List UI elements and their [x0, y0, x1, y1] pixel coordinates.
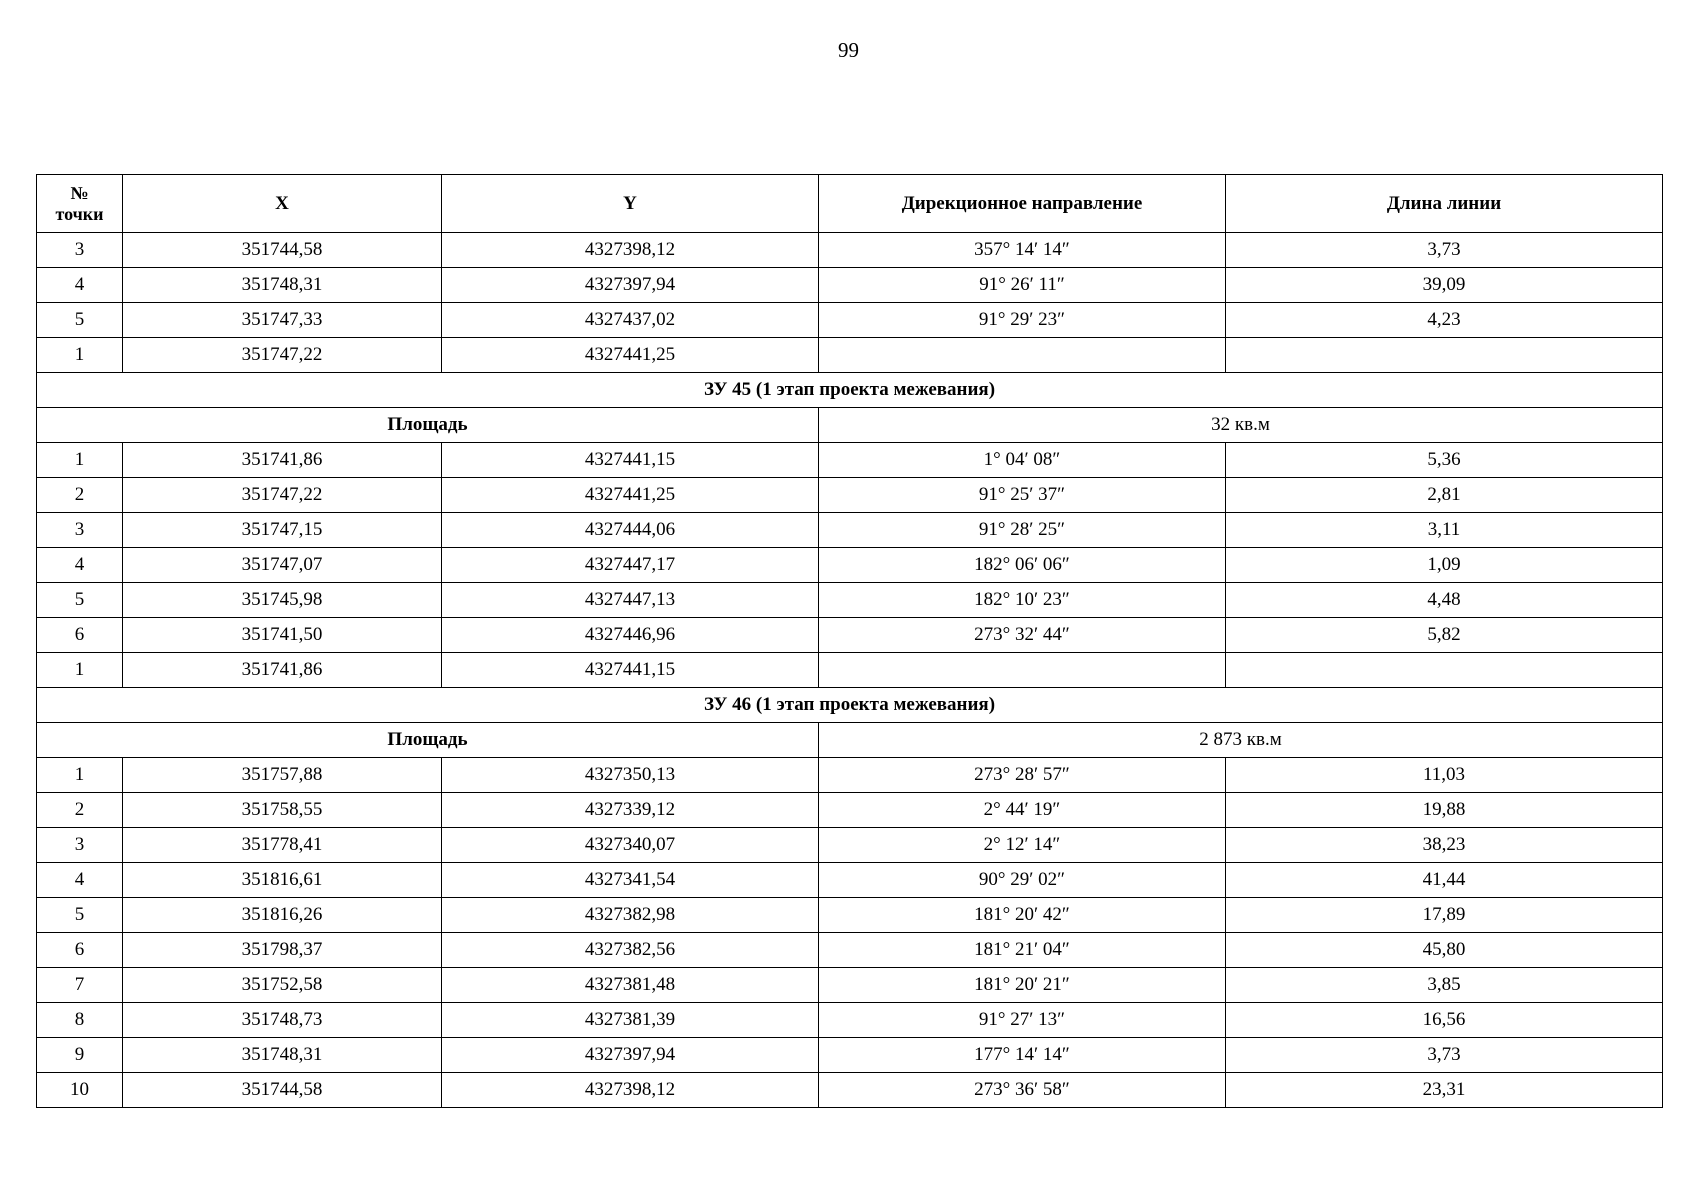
area-row	[37, 408, 1663, 443]
line-length: 16,56	[1226, 1003, 1663, 1038]
direction-angle: 2° 44′ 19″	[819, 793, 1226, 828]
direction-angle: 182° 10′ 23″	[819, 583, 1226, 618]
table-row	[37, 653, 1663, 688]
table-row	[37, 303, 1663, 338]
x-coordinate: 351757,88	[123, 758, 442, 793]
x-coordinate: 351752,58	[123, 968, 442, 1003]
table-row	[37, 793, 1663, 828]
table-row	[37, 268, 1663, 303]
y-coordinate: 4327381,39	[442, 1003, 819, 1038]
table-row	[37, 968, 1663, 1003]
point-number: 3	[37, 513, 123, 548]
line-length	[1226, 338, 1663, 373]
direction-angle: 91° 29′ 23″	[819, 303, 1226, 338]
table-body	[37, 233, 1663, 1108]
direction-angle: 273° 36′ 58″	[819, 1073, 1226, 1108]
direction-angle	[819, 653, 1226, 688]
point-number: 4	[37, 863, 123, 898]
coordinates-table	[36, 174, 1663, 1108]
point-number: 1	[37, 653, 123, 688]
point-number: 5	[37, 303, 123, 338]
line-length: 5,36	[1226, 443, 1663, 478]
x-coordinate: 351816,26	[123, 898, 442, 933]
line-length: 1,09	[1226, 548, 1663, 583]
line-length: 11,03	[1226, 758, 1663, 793]
x-coordinate: 351747,22	[123, 478, 442, 513]
point-number: 9	[37, 1038, 123, 1073]
direction-angle: 91° 28′ 25″	[819, 513, 1226, 548]
point-number: 1	[37, 758, 123, 793]
point-number: 3	[37, 233, 123, 268]
line-length	[1226, 653, 1663, 688]
y-coordinate: 4327397,94	[442, 1038, 819, 1073]
line-length: 4,23	[1226, 303, 1663, 338]
area-row	[37, 723, 1663, 758]
point-number: 4	[37, 548, 123, 583]
table-row	[37, 478, 1663, 513]
line-length: 23,31	[1226, 1073, 1663, 1108]
point-number: 5	[37, 898, 123, 933]
line-length: 3,73	[1226, 1038, 1663, 1073]
line-length: 41,44	[1226, 863, 1663, 898]
y-coordinate: 4327398,12	[442, 1073, 819, 1108]
y-coordinate: 4327340,07	[442, 828, 819, 863]
area-label: Площадь	[37, 723, 819, 758]
direction-angle: 273° 28′ 57″	[819, 758, 1226, 793]
table-row	[37, 583, 1663, 618]
y-coordinate: 4327446,96	[442, 618, 819, 653]
direction-angle: 273° 32′ 44″	[819, 618, 1226, 653]
x-coordinate: 351748,31	[123, 268, 442, 303]
point-number: 6	[37, 618, 123, 653]
y-coordinate: 4327382,56	[442, 933, 819, 968]
table-row	[37, 443, 1663, 478]
header-x: X	[123, 175, 442, 233]
line-length: 19,88	[1226, 793, 1663, 828]
y-coordinate: 4327398,12	[442, 233, 819, 268]
line-length: 3,85	[1226, 968, 1663, 1003]
x-coordinate: 351748,31	[123, 1038, 442, 1073]
direction-angle: 181° 20′ 42″	[819, 898, 1226, 933]
area-value: 2 873 кв.м	[819, 723, 1663, 758]
x-coordinate: 351741,86	[123, 443, 442, 478]
y-coordinate: 4327397,94	[442, 268, 819, 303]
direction-angle: 182° 06′ 06″	[819, 548, 1226, 583]
x-coordinate: 351744,58	[123, 233, 442, 268]
y-coordinate: 4327341,54	[442, 863, 819, 898]
point-number: 5	[37, 583, 123, 618]
direction-angle: 1° 04′ 08″	[819, 443, 1226, 478]
header-num-word: точки	[55, 203, 104, 224]
point-number: 1	[37, 338, 123, 373]
area-value: 32 кв.м	[819, 408, 1663, 443]
table-row	[37, 338, 1663, 373]
direction-angle: 177° 14′ 14″	[819, 1038, 1226, 1073]
line-length: 17,89	[1226, 898, 1663, 933]
direction-angle: 357° 14′ 14″	[819, 233, 1226, 268]
x-coordinate: 351747,07	[123, 548, 442, 583]
point-number: 6	[37, 933, 123, 968]
table-row	[37, 1073, 1663, 1108]
line-length: 3,11	[1226, 513, 1663, 548]
table-row	[37, 618, 1663, 653]
x-coordinate: 351816,61	[123, 863, 442, 898]
header-point-number	[37, 175, 123, 233]
x-coordinate: 351741,50	[123, 618, 442, 653]
x-coordinate: 351758,55	[123, 793, 442, 828]
table-row	[37, 1003, 1663, 1038]
x-coordinate: 351798,37	[123, 933, 442, 968]
y-coordinate: 4327447,17	[442, 548, 819, 583]
header-y: Y	[442, 175, 819, 233]
point-number: 7	[37, 968, 123, 1003]
section-title: ЗУ 45 (1 этап проекта межевания)	[37, 373, 1663, 408]
x-coordinate: 351744,58	[123, 1073, 442, 1108]
direction-angle: 91° 27′ 13″	[819, 1003, 1226, 1038]
y-coordinate: 4327444,06	[442, 513, 819, 548]
point-number: 2	[37, 793, 123, 828]
y-coordinate: 4327437,02	[442, 303, 819, 338]
table-header	[37, 175, 1663, 233]
section-title: ЗУ 46 (1 этап проекта межевания)	[37, 688, 1663, 723]
line-length: 39,09	[1226, 268, 1663, 303]
line-length: 5,82	[1226, 618, 1663, 653]
line-length: 45,80	[1226, 933, 1663, 968]
section-row	[37, 688, 1663, 723]
x-coordinate: 351747,33	[123, 303, 442, 338]
y-coordinate: 4327381,48	[442, 968, 819, 1003]
y-coordinate: 4327441,15	[442, 653, 819, 688]
line-length: 2,81	[1226, 478, 1663, 513]
area-label: Площадь	[37, 408, 819, 443]
x-coordinate: 351745,98	[123, 583, 442, 618]
point-number: 1	[37, 443, 123, 478]
y-coordinate: 4327441,15	[442, 443, 819, 478]
y-coordinate: 4327447,13	[442, 583, 819, 618]
point-number: 10	[37, 1073, 123, 1108]
x-coordinate: 351748,73	[123, 1003, 442, 1038]
x-coordinate: 351778,41	[123, 828, 442, 863]
table-row	[37, 548, 1663, 583]
y-coordinate: 4327350,13	[442, 758, 819, 793]
direction-angle: 90° 29′ 02″	[819, 863, 1226, 898]
header-direction: Дирекционное направление	[819, 175, 1226, 233]
table-row	[37, 1038, 1663, 1073]
line-length: 38,23	[1226, 828, 1663, 863]
table-row	[37, 863, 1663, 898]
page-number: 99	[838, 38, 859, 62]
x-coordinate: 351747,22	[123, 338, 442, 373]
table-row	[37, 828, 1663, 863]
point-number: 2	[37, 478, 123, 513]
table-row	[37, 933, 1663, 968]
section-row	[37, 373, 1663, 408]
line-length: 4,48	[1226, 583, 1663, 618]
table-row	[37, 758, 1663, 793]
direction-angle	[819, 338, 1226, 373]
header-num-symbol: №	[70, 182, 89, 203]
table-row	[37, 898, 1663, 933]
direction-angle: 91° 26′ 11″	[819, 268, 1226, 303]
direction-angle: 181° 21′ 04″	[819, 933, 1226, 968]
x-coordinate: 351741,86	[123, 653, 442, 688]
direction-angle: 2° 12′ 14″	[819, 828, 1226, 863]
point-number: 3	[37, 828, 123, 863]
y-coordinate: 4327441,25	[442, 338, 819, 373]
table-row	[37, 513, 1663, 548]
line-length: 3,73	[1226, 233, 1663, 268]
point-number: 8	[37, 1003, 123, 1038]
x-coordinate: 351747,15	[123, 513, 442, 548]
y-coordinate: 4327339,12	[442, 793, 819, 828]
header-row	[37, 175, 1663, 233]
table-row	[37, 233, 1663, 268]
direction-angle: 91° 25′ 37″	[819, 478, 1226, 513]
direction-angle: 181° 20′ 21″	[819, 968, 1226, 1003]
header-length: Длина линии	[1226, 175, 1663, 233]
point-number: 4	[37, 268, 123, 303]
y-coordinate: 4327441,25	[442, 478, 819, 513]
y-coordinate: 4327382,98	[442, 898, 819, 933]
